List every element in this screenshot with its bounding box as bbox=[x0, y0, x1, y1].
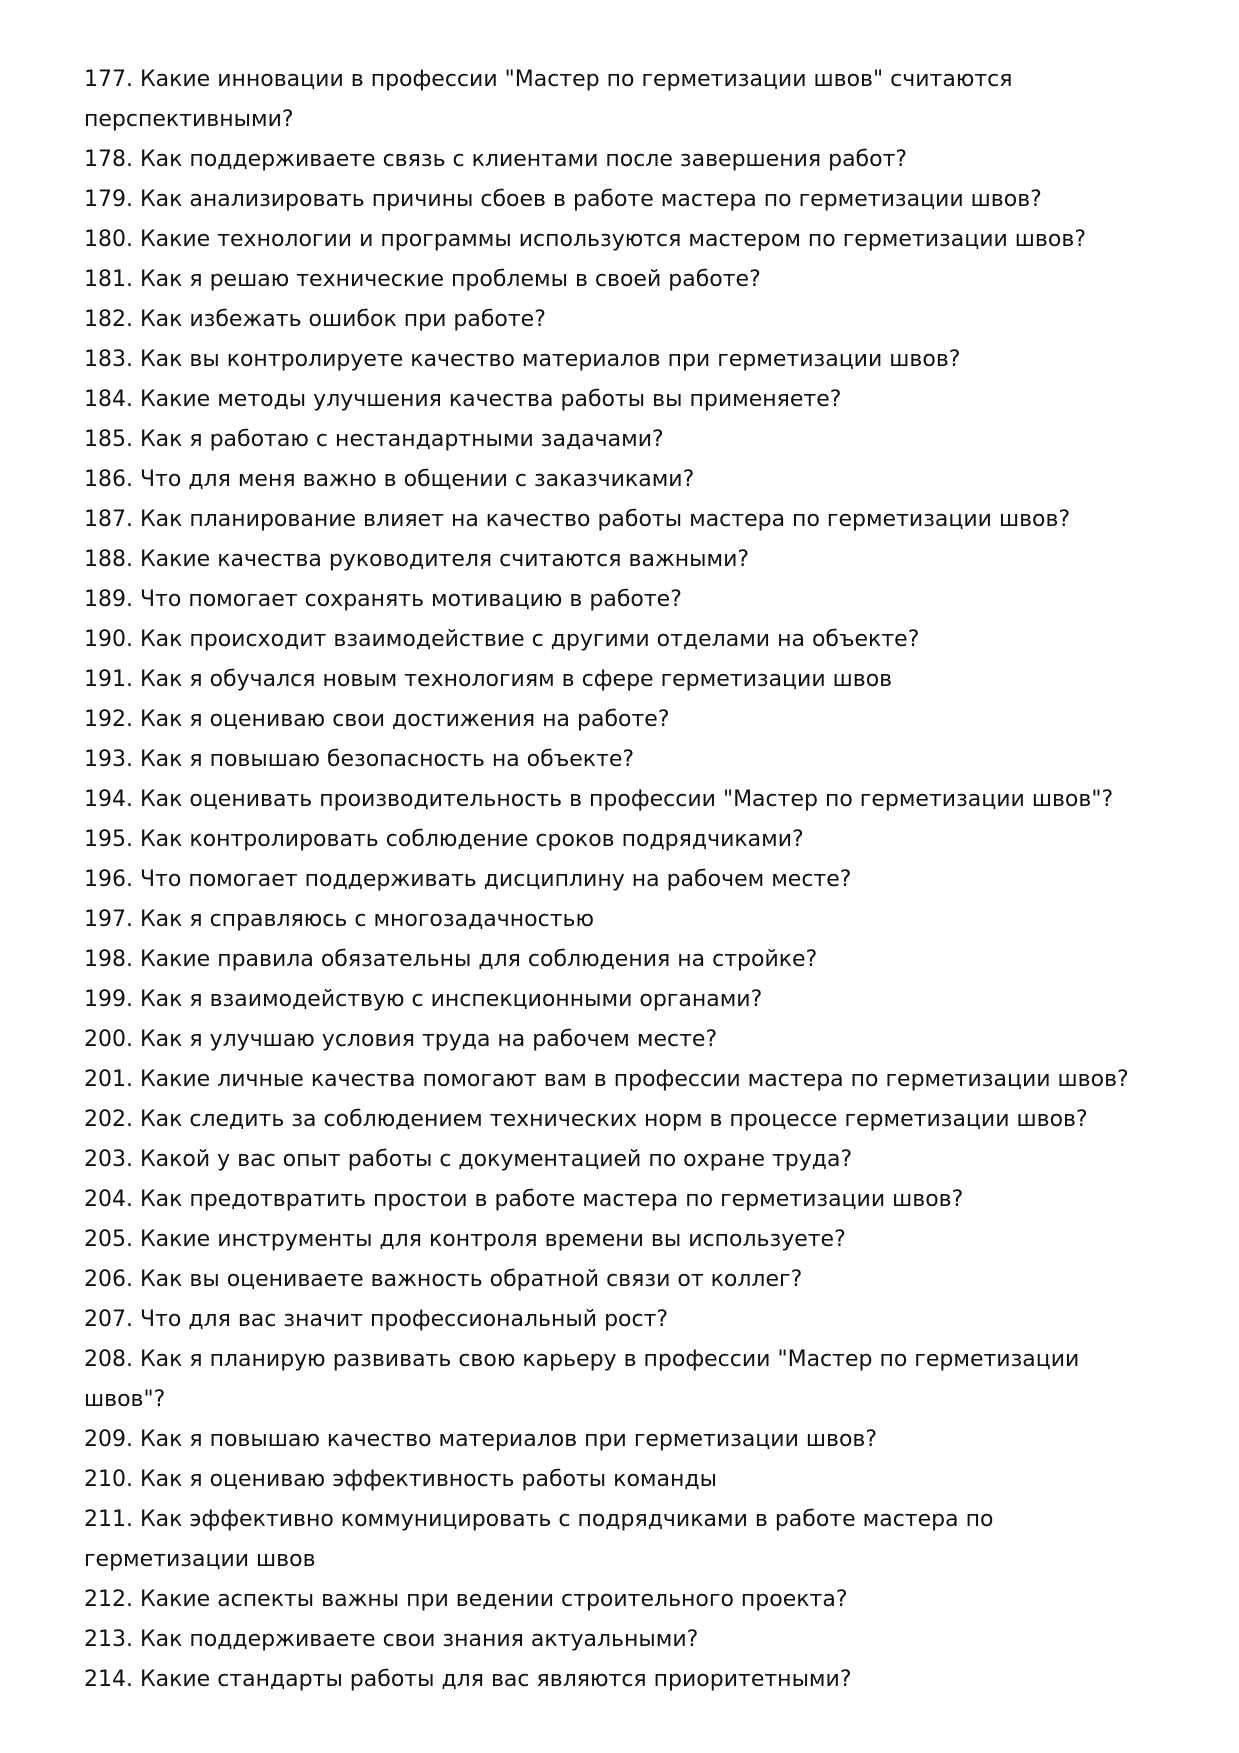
question-item: 184. Какие методы улучшения качества работы вы применяете? bbox=[84, 387, 842, 412]
question-item: 183. Как вы контролируете качество материалов при герметизации швов? bbox=[84, 347, 961, 372]
question-item: 185. Как я работаю с нестандартными задачами? bbox=[84, 427, 664, 452]
question-item: 178. Как поддерживаете связь с клиентами после завершения работ? bbox=[84, 147, 908, 172]
question-item: 199. Как я взаимодействую с инспекционными органами? bbox=[84, 987, 763, 1012]
question-item: 210. Как я оцениваю эффективность работы команды bbox=[84, 1467, 717, 1492]
question-item: 212. Какие аспекты важны при ведении строительного проекта? bbox=[84, 1587, 848, 1612]
question-item: 191. Как я обучался новым технологиям в сфере герметизации швов bbox=[84, 667, 893, 692]
question-item: 177. Какие инновации в профессии "Мастер по герметизации швов" считаются перспективными? bbox=[84, 67, 1013, 132]
question-item: 189. Что помогает сохранять мотивацию в работе? bbox=[84, 587, 682, 612]
question-item: 214. Какие стандарты работы для вас являются приоритетными? bbox=[84, 1667, 852, 1692]
question-item: 209. Как я повышаю качество материалов при герметизации швов? bbox=[84, 1427, 878, 1452]
question-item: 200. Как я улучшаю условия труда на рабочем месте? bbox=[84, 1027, 718, 1052]
question-item: 179. Как анализировать причины сбоев в работе мастера по герметизации швов? bbox=[84, 187, 1042, 212]
question-item: 213. Как поддерживаете свои знания актуальными? bbox=[84, 1627, 699, 1652]
question-item: 207. Что для вас значит профессиональный рост? bbox=[84, 1307, 669, 1332]
question-item: 206. Как вы оцениваете важность обратной связи от коллег? bbox=[84, 1267, 803, 1292]
question-item: 208. Как я планирую развивать свою карьеру в профессии "Мастер по герметизации швов"? bbox=[84, 1347, 1080, 1412]
question-item: 180. Какие технологии и программы используются мастером по герметизации швов? bbox=[84, 227, 1086, 252]
question-item: 192. Как я оцениваю свои достижения на работе? bbox=[84, 707, 670, 732]
document-page bbox=[84, 60, 1164, 1700]
question-item: 211. Как эффективно коммуницировать с подрядчиками в работе мастера по герметизации швов bbox=[84, 1507, 994, 1572]
question-item: 205. Какие инструменты для контроля времени вы используете? bbox=[84, 1227, 846, 1252]
question-item: 193. Как я повышаю безопасность на объекте? bbox=[84, 747, 635, 772]
question-item: 202. Как следить за соблюдением технических норм в процессе герметизации швов? bbox=[84, 1107, 1088, 1132]
question-item: 186. Что для меня важно в общении с заказчиками? bbox=[84, 467, 695, 492]
question-item: 187. Как планирование влияет на качество работы мастера по герметизации швов? bbox=[84, 507, 1071, 532]
question-item: 201. Какие личные качества помогают вам в профессии мастера по герметизации швов? bbox=[84, 1067, 1129, 1092]
question-item: 204. Как предотвратить простои в работе мастера по герметизации швов? bbox=[84, 1187, 964, 1212]
question-item: 188. Какие качества руководителя считаются важными? bbox=[84, 547, 750, 572]
question-item: 194. Как оценивать производительность в профессии "Мастер по герметизации швов"? bbox=[84, 787, 1114, 812]
question-item: 190. Как происходит взаимодействие с другими отделами на объекте? bbox=[84, 627, 920, 652]
question-item: 198. Какие правила обязательны для соблюдения на стройке? bbox=[84, 947, 818, 972]
question-item: 182. Как избежать ошибок при работе? bbox=[84, 307, 546, 332]
question-item: 196. Что помогает поддерживать дисциплину на рабочем месте? bbox=[84, 867, 852, 892]
question-item: 181. Как я решаю технические проблемы в своей работе? bbox=[84, 267, 761, 292]
question-item: 195. Как контролировать соблюдение сроков подрядчиками? bbox=[84, 827, 804, 852]
question-item: 197. Как я справляюсь с многозадачностью bbox=[84, 907, 595, 932]
question-item: 203. Какой у вас опыт работы с документацией по охране труда? bbox=[84, 1147, 853, 1172]
